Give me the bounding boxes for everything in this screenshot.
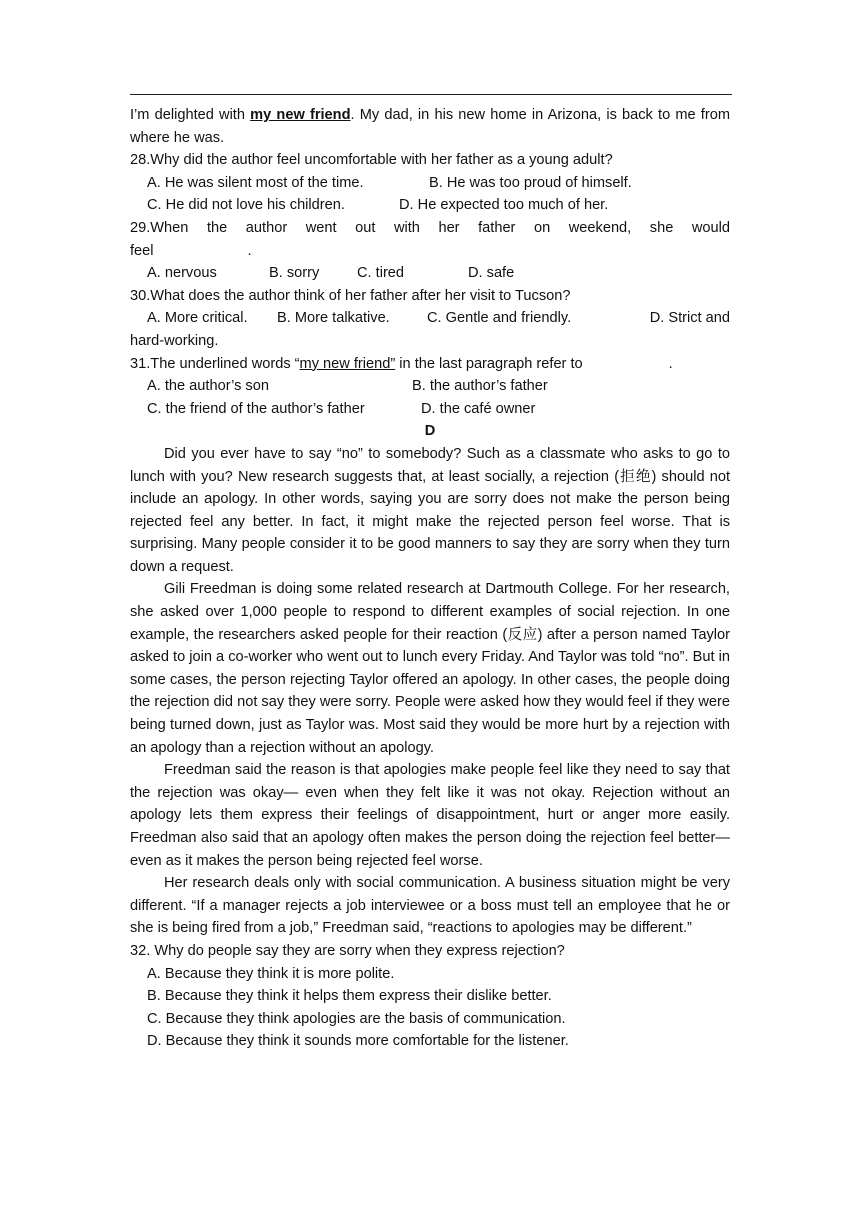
q32-option-d: D. Because they think it sounds more comfortable for the listener. [147, 1033, 569, 1050]
q30-option-d-continued: hard-working. [130, 332, 219, 349]
q31-option-d: D. the café owner [421, 400, 536, 417]
q30-option-a: A. More critical. [147, 310, 248, 327]
q28-option-c: C. He did not love his children. [147, 197, 345, 214]
q31-stem-end: in the last paragraph refer to [395, 355, 583, 372]
q29-option-c: C. tired [357, 265, 405, 282]
q31-option-c: C. the friend of the author’s father [147, 400, 365, 417]
q31-option-b: B. the author’s father [412, 378, 548, 395]
section-d-paragraph-4: Her research deals only with social communication. A business situation might be very different. “If a manager rejects a job interviewee or a boss must tell an employee that he or she is being fired from a job,” Freedman said, “reactions to apologies may be different.” [130, 875, 730, 937]
q32-option-a: A. Because they think it is more polite. [147, 965, 395, 982]
q31-options-row1 [130, 375, 730, 398]
q29-options-row [130, 262, 730, 285]
q29-stem-line2 [130, 240, 730, 263]
header-rule [130, 94, 732, 95]
q29-option-b: B. sorry [269, 265, 320, 282]
section-d-paragraph-2: Gili Freedman is doing some related research at Dartmouth College. For her research, she asked over 1,000 people to respond to different examples of social rejection. In one example, the researchers asked people for their reaction (反应) after a person named Taylor asked to join a co-worker who went out to lunch every Friday. And Taylor was told “no”. But in some cases, the person rejecting Taylor offered an apology. In other cases, the people doing the rejection did not say they were sorry. People were asked how they would feel if they were being turned down, just as Taylor was. Most said they would be more hurt by a rejection with an apology than a rejection without an apology. [130, 581, 731, 756]
section-d-title: D [424, 423, 436, 440]
q29-option-a: A. nervous [147, 265, 217, 282]
q31-options-row2 [130, 398, 730, 421]
q30-option-b: B. More talkative. [277, 310, 390, 327]
q29-stem-period: . [247, 242, 252, 259]
intro-paragraph [130, 104, 730, 149]
q28-option-a: A. He was silent most of the time. [147, 174, 364, 191]
q31-option-a: A. the author’s son [147, 378, 269, 395]
underlined-my-new-friend: my new friend [250, 107, 351, 123]
q30-option-d: D. Strict and [649, 310, 730, 327]
q32-option-b: B. Because they think it helps them express their dislike better. [147, 988, 552, 1005]
q32-option-c: C. Because they think apologies are the basis of communication. [147, 1010, 566, 1027]
intro-text-start: I’m delighted with [130, 107, 251, 123]
q32-stem: 32. Why do people say they are sorry when they express rejection? [130, 942, 565, 959]
q31-stem-start: 31.The underlined words “ [130, 355, 300, 372]
q28-stem: 28.Why did the author feel uncomfortable with her father as a young adult? [130, 152, 613, 169]
q30-options-row [130, 307, 730, 330]
intro-text-end: . My dad, in his new home in Arizona, is back to me from where he was. [130, 107, 730, 146]
q28-options-row1 [130, 172, 730, 195]
q31-underlined-words: my new friend” [299, 355, 396, 372]
q30-option-c: C. Gentle and friendly. [427, 310, 572, 327]
q29-stem-feel: feel [130, 242, 154, 259]
q29-stem-line1: 29.When the author went out with her father on weekend, she would [130, 219, 730, 236]
q28-option-d: D. He expected too much of her. [399, 197, 609, 214]
q28-options-row2 [130, 194, 730, 217]
section-d-paragraph-1: Did you ever have to say “no” to somebody? Such as a classmate who asks to go to lunch with you? New research suggests that, at least socially, a rejection (拒绝) should not include an apology. In other words, saying you are sorry does not make the person being rejected feel any better. In fact, it might make the rejected person feel worse. That is surprising. Many people consider it to be good manners to say they are sorry when they turn down a request. [130, 445, 730, 575]
q28-option-b: B. He was too proud of himself. [429, 174, 632, 191]
q30-stem: 30.What does the author think of her father after her visit to Tucson? [130, 287, 571, 304]
q29-option-d: D. safe [468, 265, 515, 282]
q31-stem-period: . [668, 355, 673, 372]
document-page [130, 104, 730, 1053]
section-d-paragraph-3: Freedman said the reason is that apologies make people feel like they need to say that the rejection was okay— even when they felt like it was not okay. Rejection without an apology lets them express their feelings of disappointment, hurt or anger more easily. Freedman also said that an apology often makes the person doing the rejection feel better—even as it makes the person being rejected feel worse. [130, 762, 730, 869]
q31-stem [130, 353, 730, 376]
